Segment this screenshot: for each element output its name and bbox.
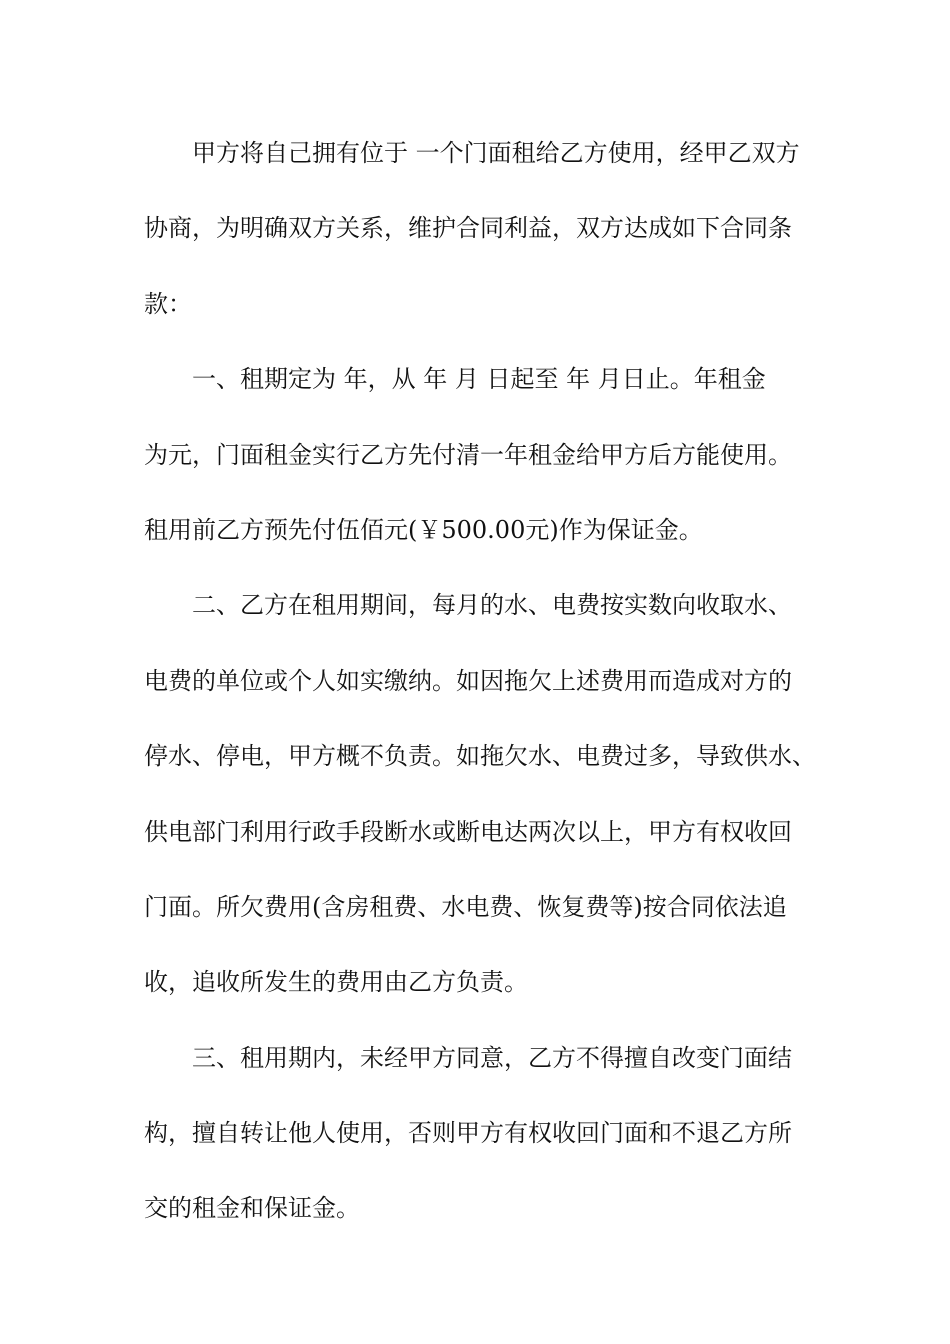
contract-body <box>144 121 834 1252</box>
clause-1-line: 为元，门面租金实行乙方先付清一年租金给甲方后方能使用。 <box>144 440 792 469</box>
paragraph-intro-line: 甲方将自己拥有位于 一个门面租给乙方使用，经甲乙双方 <box>192 139 800 167</box>
clause-2-line: 收，追收所发生的费用由乙方负责。 <box>144 968 528 997</box>
clause-3-line: 构，擅自转让他人使用，否则甲方有权收回门面和不退乙方所 <box>144 1119 792 1148</box>
clause-2-line: 电费的单位或个人如实缴纳。如因拖欠上述费用而造成对方的 <box>144 666 792 695</box>
clause-3-line: 交的租金和保证金。 <box>144 1194 360 1223</box>
clause-3-line: 三、租用期内，未经甲方同意，乙方不得擅自改变门面结 <box>192 1043 792 1072</box>
clause-1-line: 一、租期定为 年，从 年 月 日起至 年 月日止。年租金 <box>192 365 766 394</box>
clause-2-line: 二、乙方在租用期间，每月的水、电费按实数向收取水、 <box>192 591 792 620</box>
clause-2-line: 供电部门利用行政手段断水或断电达两次以上，甲方有权收回 <box>144 817 792 846</box>
clause-2-line: 停水、停电，甲方概不负责。如拖欠水、电费过多，导致供水、 <box>144 742 816 771</box>
clause-1-line: 租用前乙方预先付伍佰元(￥500.00元)作为保证金。 <box>144 515 703 544</box>
paragraph-intro-line: 协商，为明确双方关系，维护合同利益，双方达成如下合同条 <box>144 214 792 243</box>
clause-2-line: 门面。所欠费用(含房租费、水电费、恢复费等)按合同依法追 <box>144 892 787 921</box>
paragraph-intro-line: 款： <box>144 289 192 318</box>
